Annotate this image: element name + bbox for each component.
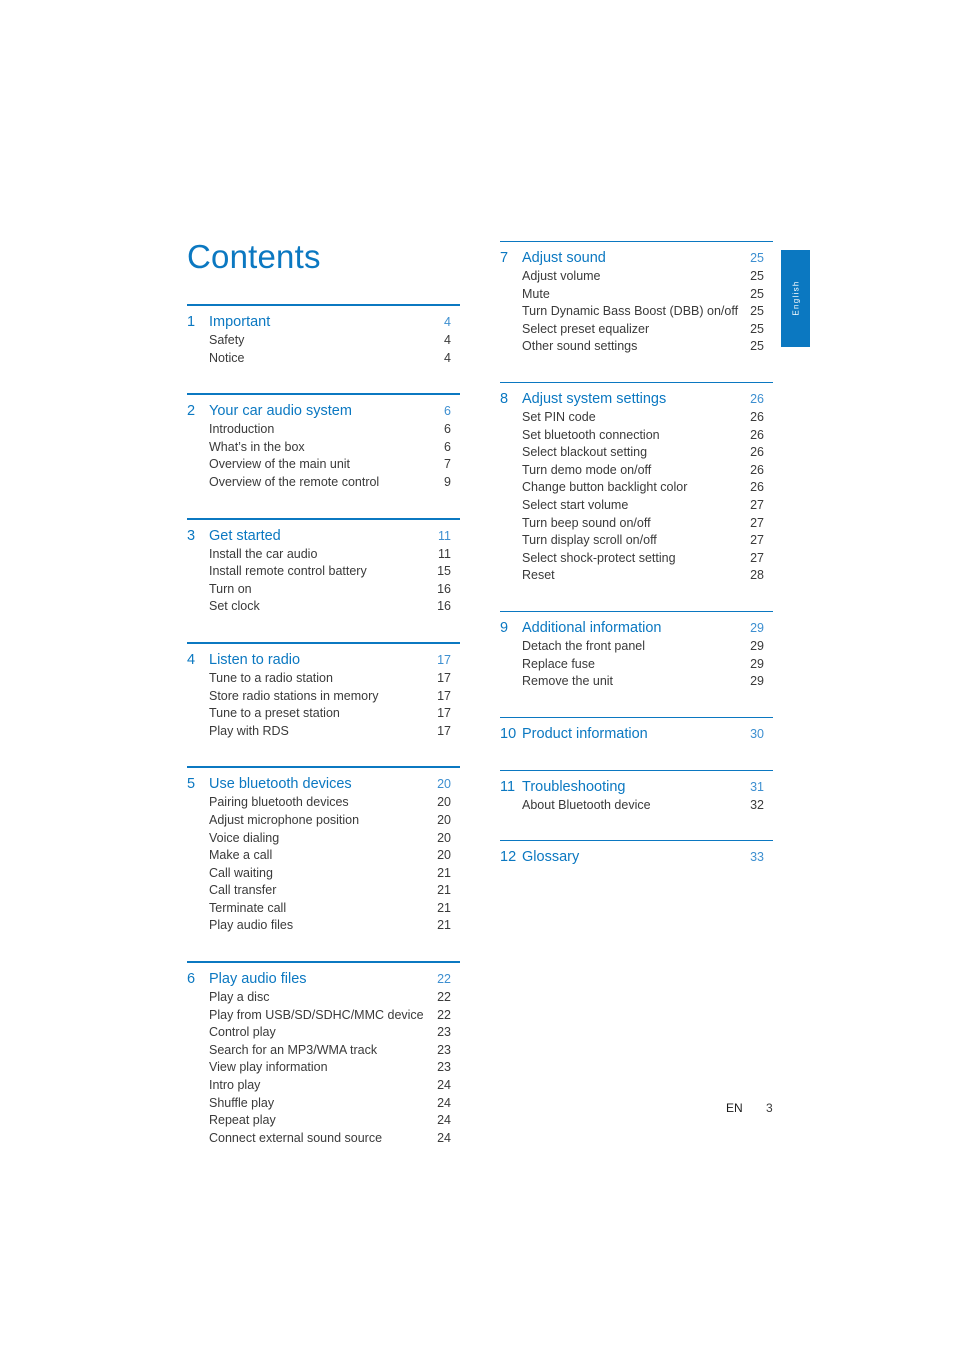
entry-title: Search for an MP3/WMA track [209, 1042, 378, 1057]
section-title: Adjust sound [522, 250, 606, 266]
toc-entry[interactable] [187, 598, 460, 616]
section-title: Product information [522, 725, 648, 742]
toc-entry[interactable] [187, 350, 460, 368]
entry-title: Call transfer [209, 883, 277, 898]
entry-title: Overview of the remote control [209, 474, 380, 489]
toc-entry[interactable] [187, 917, 460, 935]
section-page-number: 31 [750, 779, 764, 794]
entry-title: Detach the front panel [522, 638, 645, 653]
section-page-number: 6 [444, 404, 451, 419]
section-page-number: 20 [437, 777, 451, 792]
section-number: 11 [500, 778, 516, 795]
entry-title: Change button backlight color [522, 480, 688, 495]
entry-page-number: 20 [437, 848, 451, 863]
section-page-number: 22 [437, 972, 451, 987]
toc-section-heading[interactable] [187, 969, 460, 989]
toc-entry[interactable] [187, 439, 460, 457]
entry-page-number: 11 [438, 546, 451, 561]
entry-title: Notice [209, 350, 245, 365]
entry-page-number: 26 [750, 427, 764, 442]
entry-page-number: 17 [437, 670, 451, 685]
entry-title: Control play [209, 1025, 276, 1040]
section-title: Troubleshooting [522, 778, 626, 795]
toc-section-heading[interactable] [500, 777, 773, 797]
entry-page-number: 20 [437, 830, 451, 845]
section-page-number: 25 [750, 251, 764, 265]
toc-section [187, 393, 460, 501]
toc-entry[interactable] [500, 656, 773, 674]
toc-entry[interactable] [500, 427, 773, 445]
section-number: 1 [187, 314, 196, 330]
entry-page-number: 29 [750, 638, 764, 653]
entry-page-number: 27 [750, 550, 764, 565]
toc-entry[interactable] [187, 794, 460, 812]
toc-entry[interactable] [187, 882, 460, 900]
section-page-number: 33 [750, 850, 764, 865]
entry-title: Select start volume [522, 497, 629, 512]
entry-title: About Bluetooth device [522, 797, 651, 812]
entry-page-number: 23 [437, 1042, 451, 1057]
toc-section-heading[interactable] [187, 312, 460, 332]
toc-entry[interactable] [500, 286, 773, 304]
entry-title: Play from USB/SD/SDHC/MMC device [209, 1007, 424, 1022]
entry-title: Play a disc [209, 990, 270, 1005]
toc-entry[interactable] [500, 532, 773, 550]
toc-entry[interactable] [500, 797, 773, 815]
entry-page-number: 20 [437, 795, 451, 810]
section-number: 5 [187, 776, 196, 793]
toc-entry[interactable] [187, 1059, 460, 1077]
entry-title: Play with RDS [209, 723, 289, 738]
section-page-number: 4 [444, 315, 451, 329]
toc-section-heading[interactable] [187, 401, 460, 421]
entry-title: Set bluetooth connection [522, 427, 660, 442]
section-title: Glossary [522, 849, 580, 866]
entry-title: Select preset equalizer [522, 321, 650, 336]
entry-title: Introduction [209, 422, 275, 437]
toc-entry[interactable] [500, 444, 773, 462]
toc-entry[interactable] [500, 303, 773, 321]
entry-title: Replace fuse [522, 656, 595, 671]
toc-entry[interactable] [187, 1042, 460, 1060]
toc-entry[interactable] [187, 989, 460, 1007]
section-page-number: 11 [438, 528, 451, 543]
toc-section [187, 304, 460, 377]
toc-entry[interactable] [500, 479, 773, 497]
toc-entry[interactable] [500, 673, 773, 691]
entry-page-number: 21 [437, 900, 451, 915]
toc-section-heading[interactable] [500, 847, 773, 867]
entry-page-number: 17 [437, 688, 451, 703]
entry-title: Install remote control battery [209, 564, 367, 579]
entry-title: Tune to a preset station [209, 706, 340, 721]
entry-title: Reset [522, 568, 555, 583]
section-title: Play audio files [209, 971, 307, 988]
entry-title: Install the car audio [209, 546, 318, 561]
section-number: 4 [187, 651, 196, 668]
section-number: 12 [500, 849, 517, 866]
section-title: Adjust system settings [522, 390, 667, 407]
entry-title: Connect external sound source [209, 1130, 383, 1145]
toc-entry[interactable] [187, 688, 460, 706]
language-tab-label: English [791, 280, 800, 316]
toc-entry[interactable] [500, 268, 773, 286]
entry-page-number: 24 [437, 1130, 451, 1145]
toc-section [187, 642, 460, 750]
entry-page-number: 21 [437, 865, 451, 880]
toc-entry[interactable] [187, 1130, 460, 1148]
entry-page-number: 16 [437, 581, 451, 596]
section-number: 8 [500, 390, 509, 407]
entry-page-number: 25 [750, 304, 764, 319]
entry-page-number: 23 [437, 1025, 451, 1040]
footer-page-number: 3 [766, 1101, 773, 1115]
entry-title: Turn beep sound on/off [522, 515, 651, 530]
entry-title: Make a call [209, 848, 273, 863]
section-title: Use bluetooth devices [209, 776, 352, 793]
entry-page-number: 16 [437, 599, 451, 614]
toc-section [500, 717, 773, 754]
entry-title: Safety [209, 333, 245, 347]
entry-title: Other sound settings [522, 339, 638, 354]
section-number: 9 [500, 619, 509, 636]
language-tab [781, 250, 810, 347]
toc-entry[interactable] [187, 723, 460, 741]
toc-entry[interactable] [187, 563, 460, 581]
toc-entry[interactable] [500, 338, 773, 356]
toc-entry[interactable] [500, 462, 773, 480]
entry-page-number: 22 [437, 1007, 451, 1022]
entry-page-number: 20 [437, 812, 451, 827]
entry-page-number: 25 [750, 339, 764, 354]
entry-page-number: 26 [750, 462, 764, 477]
toc-entry[interactable] [187, 900, 460, 918]
entry-page-number: 6 [444, 422, 451, 437]
entry-page-number: 21 [437, 883, 451, 898]
entry-page-number: 26 [750, 445, 764, 460]
entry-title: Tune to a radio station [209, 670, 333, 685]
toc-section [500, 770, 773, 825]
toc-entry[interactable] [187, 670, 460, 688]
toc-entry[interactable] [187, 456, 460, 474]
entry-page-number: 17 [437, 706, 451, 721]
entry-page-number: 7 [444, 457, 451, 472]
toc-entry[interactable] [187, 705, 460, 723]
entry-page-number: 28 [750, 568, 764, 583]
entry-page-number: 25 [750, 269, 764, 283]
toc-section-heading[interactable] [500, 389, 773, 409]
toc-entry[interactable] [187, 581, 460, 599]
toc-section [187, 766, 460, 945]
entry-page-number: 15 [437, 564, 451, 579]
entry-title: Set PIN code [522, 409, 596, 424]
toc-entry[interactable] [187, 421, 460, 439]
toc-entry[interactable] [187, 1112, 460, 1130]
section-number: 7 [500, 250, 509, 266]
section-page-number: 29 [750, 620, 764, 635]
toc-entry[interactable] [500, 321, 773, 339]
toc-entry[interactable] [187, 546, 460, 564]
entry-title: Overview of the main unit [209, 457, 351, 472]
toc-entry[interactable] [500, 409, 773, 427]
entry-title: Mute [522, 286, 550, 301]
section-page-number: 30 [750, 726, 764, 741]
toc-section-heading[interactable] [500, 724, 773, 744]
entry-title: View play information [209, 1060, 328, 1075]
toc-entry[interactable] [187, 1007, 460, 1025]
entry-page-number: 9 [444, 474, 451, 489]
toc-left-column [187, 304, 460, 1157]
entry-page-number: 23 [437, 1060, 451, 1075]
section-page-number: 17 [437, 652, 451, 667]
entry-title: Select shock-protect setting [522, 550, 676, 565]
entry-page-number: 27 [750, 497, 764, 512]
entry-title: Intro play [209, 1078, 261, 1093]
toc-section-heading[interactable] [500, 618, 773, 638]
entry-title: Shuffle play [209, 1095, 275, 1110]
toc-entry[interactable] [187, 1024, 460, 1042]
toc-entry[interactable] [187, 1095, 460, 1113]
section-page-number: 26 [750, 391, 764, 406]
section-title: Listen to radio [209, 651, 301, 668]
entry-title: Turn display scroll on/off [522, 533, 657, 548]
toc-entry[interactable] [500, 567, 773, 585]
toc-section-heading[interactable] [500, 248, 773, 268]
toc-section [500, 382, 773, 595]
entry-page-number: 4 [444, 333, 451, 347]
toc-section-heading[interactable] [187, 526, 460, 546]
entry-page-number: 6 [444, 439, 451, 454]
toc-entry[interactable] [187, 812, 460, 830]
entry-title: Voice dialing [209, 830, 280, 845]
section-title: Get started [209, 527, 281, 544]
entry-title: Adjust microphone position [209, 812, 360, 827]
toc-section [187, 518, 460, 626]
page-title: Contents [187, 238, 321, 275]
entry-page-number: 32 [750, 797, 764, 812]
entry-title: Store radio stations in memory [209, 688, 379, 703]
toc-section [500, 840, 773, 877]
toc-entry[interactable] [187, 865, 460, 883]
toc-section [500, 611, 773, 701]
entry-title: Call waiting [209, 865, 273, 880]
entry-title: Turn on [209, 581, 252, 596]
entry-page-number: 29 [750, 656, 764, 671]
entry-page-number: 22 [437, 990, 451, 1005]
section-number: 2 [187, 403, 196, 420]
toc-section [500, 241, 773, 366]
entry-page-number: 4 [444, 350, 451, 365]
entry-title: Terminate call [209, 900, 287, 915]
toc-entry[interactable] [187, 332, 460, 350]
entry-page-number: 17 [437, 723, 451, 738]
entry-title: Turn demo mode on/off [522, 462, 652, 477]
entry-title: Adjust volume [522, 269, 601, 283]
entry-page-number: 25 [750, 321, 764, 336]
entry-page-number: 25 [750, 286, 764, 301]
entry-page-number: 29 [750, 674, 764, 689]
toc-entry[interactable] [187, 847, 460, 865]
entry-title: Select blackout setting [522, 445, 648, 460]
section-number: 6 [187, 971, 196, 988]
entry-title: What’s in the box [209, 439, 305, 454]
entry-page-number: 26 [750, 409, 764, 424]
entry-page-number: 27 [750, 515, 764, 530]
entry-page-number: 24 [437, 1113, 451, 1128]
section-title: Your car audio system [209, 403, 352, 420]
toc-entry[interactable] [187, 1077, 460, 1095]
toc-section [187, 961, 460, 1157]
entry-page-number: 21 [437, 918, 451, 933]
entry-title: Pairing bluetooth devices [209, 795, 349, 810]
section-title: Additional information [522, 619, 662, 636]
toc-entry[interactable] [500, 515, 773, 533]
toc-entry[interactable] [187, 474, 460, 492]
entry-page-number: 26 [750, 480, 764, 495]
section-title: Important [209, 314, 271, 330]
entry-title: Turn Dynamic Bass Boost (DBB) on/off [522, 304, 739, 319]
toc-right-column [500, 241, 773, 877]
footer-language-code: EN [726, 1101, 743, 1115]
entry-title: Play audio files [209, 918, 294, 933]
entry-title: Repeat play [209, 1113, 276, 1128]
entry-page-number: 24 [437, 1078, 451, 1093]
entry-page-number: 24 [437, 1095, 451, 1110]
entry-page-number: 27 [750, 533, 764, 548]
toc-section-heading[interactable] [187, 774, 460, 794]
entry-title: Remove the unit [522, 674, 614, 689]
toc-entry[interactable] [500, 497, 773, 515]
section-number: 10 [500, 725, 517, 742]
toc-entry[interactable] [500, 550, 773, 568]
toc-entry[interactable] [500, 638, 773, 656]
toc-entry[interactable] [187, 830, 460, 848]
toc-section-heading[interactable] [187, 650, 460, 670]
entry-title: Set clock [209, 599, 260, 614]
section-number: 3 [187, 527, 196, 544]
